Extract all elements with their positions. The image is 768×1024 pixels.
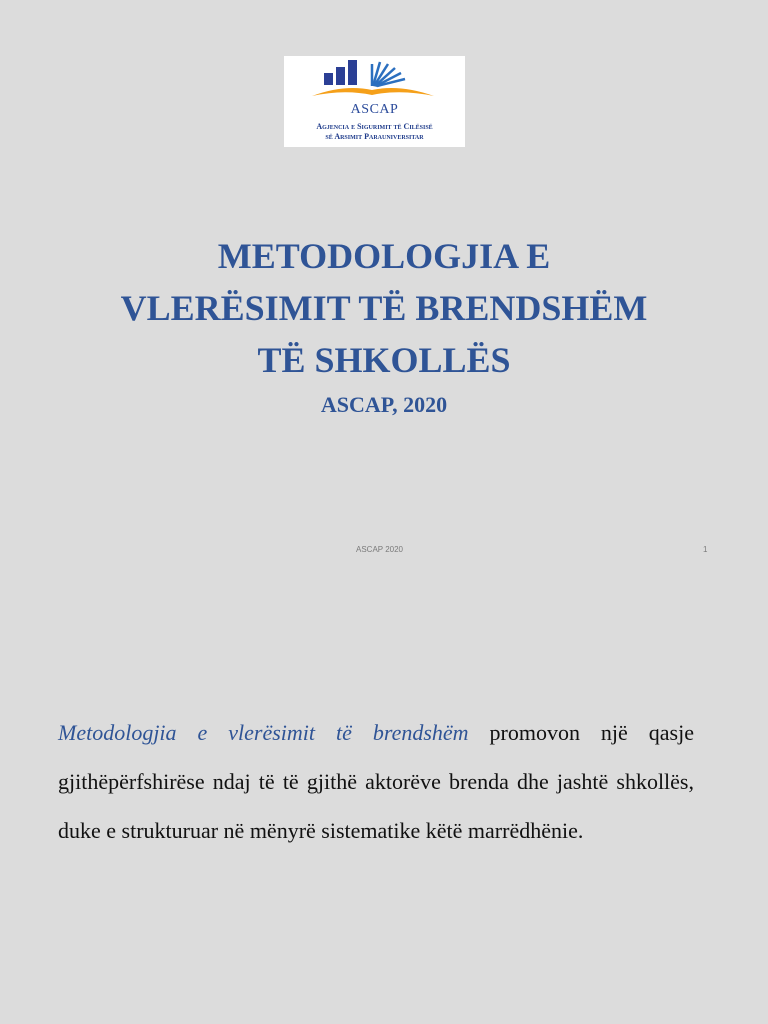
page-number: 1 (703, 545, 708, 554)
document-subtitle: ASCAP, 2020 (320, 392, 448, 417)
book-bars-logo-icon (284, 56, 465, 104)
footer-text: ASCAP 2020 (356, 545, 403, 554)
paragraph-emphasis: Metodologjia e vlerësimit të brendshëm (58, 720, 469, 745)
title-line-1: METODOLOGJIA E (217, 236, 551, 276)
logo-name: ASCAP (350, 102, 399, 117)
title-line-2: VLERËSIMIT TË BRENDSHËM (120, 288, 648, 328)
title-line-3: TË SHKOLLËS (257, 340, 511, 380)
logo-subtitle-line2: së Arsimit Parauniversitar (325, 132, 424, 141)
logo-subtitle-line1: Agjencia e Sigurimit të Cilësisë (316, 122, 433, 131)
paragraph-text: promovon një qasje gjithëpërfshirëse ndaj të të gjithë aktorëve brenda dhe jashtë shkollës, duke e strukturuar në mënyrë sistematike këtë marrëdhënie. (58, 720, 694, 843)
body-paragraph (58, 708, 694, 855)
ascap-logo (284, 56, 465, 147)
document-title (0, 230, 768, 386)
